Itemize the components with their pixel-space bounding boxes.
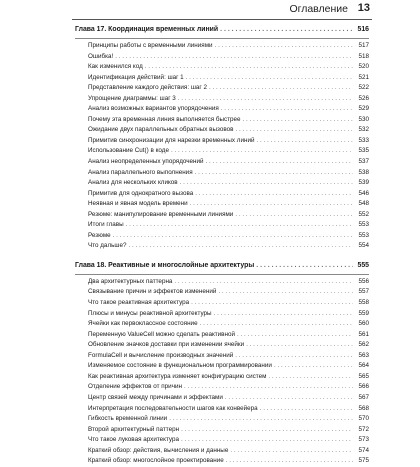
toc-entry[interactable] bbox=[75, 456, 369, 467]
toc-entry-title: Примитив для однократного вызова bbox=[88, 189, 194, 197]
toc-entry-title: Ошибка! bbox=[88, 52, 114, 60]
dot-leader bbox=[214, 309, 353, 320]
toc-entry-page-number: 535 bbox=[358, 147, 369, 155]
toc-entry-page-number: 553 bbox=[358, 231, 369, 239]
toc-entry[interactable] bbox=[75, 178, 369, 189]
dot-leader bbox=[186, 73, 353, 84]
toc-entry-page-number: 554 bbox=[358, 242, 369, 250]
toc-entry-page-number: 526 bbox=[358, 94, 369, 102]
dot-leader bbox=[174, 277, 353, 288]
dot-leader bbox=[206, 157, 353, 168]
toc-entry-title: Связывание причин и эффектов изменений bbox=[88, 288, 217, 296]
toc-entry-title: Анализ параллельного выполнения bbox=[88, 168, 193, 176]
toc-entry[interactable] bbox=[75, 231, 369, 242]
dot-leader bbox=[268, 372, 353, 383]
dot-leader bbox=[225, 393, 353, 404]
dot-leader bbox=[260, 404, 353, 415]
toc-entry[interactable] bbox=[75, 372, 369, 383]
toc-entry-page-number: 556 bbox=[358, 277, 369, 285]
toc-entry[interactable] bbox=[75, 241, 369, 252]
toc-entry[interactable] bbox=[75, 157, 369, 168]
toc-entry-page-number: 572 bbox=[358, 425, 369, 433]
toc-entry-page-number: 574 bbox=[358, 446, 369, 454]
toc-entry-title: Плюсы и минусы реактивной архитектуры bbox=[88, 309, 212, 317]
page-header bbox=[0, 0, 420, 22]
toc-entry-page-number: 522 bbox=[358, 84, 369, 92]
header-rule bbox=[72, 19, 372, 20]
toc-entry-title: Почему эта временная линия выполняется быстрее bbox=[88, 115, 241, 123]
table-of-contents bbox=[75, 24, 369, 467]
toc-entry-title: Переменную ValueCell можно сделать реактивной bbox=[88, 330, 236, 338]
toc-entry-title: Ожидание двух параллельных обратных вызовов bbox=[88, 126, 234, 134]
toc-entry-title: Представление каждого действия: шаг 2 bbox=[88, 84, 207, 92]
dot-leader bbox=[191, 298, 353, 309]
dot-leader bbox=[171, 146, 353, 157]
toc-entry-page-number: 539 bbox=[358, 179, 369, 187]
toc-entry[interactable] bbox=[75, 382, 369, 393]
toc-entry-page-number: 533 bbox=[358, 136, 369, 144]
dot-leader bbox=[215, 41, 353, 52]
toc-entry-title: Резюме: манипулирование временными линиями bbox=[88, 210, 234, 218]
toc-entry-title: Ячейки как первоклассное состояние bbox=[88, 320, 198, 328]
toc-entry[interactable] bbox=[75, 351, 369, 362]
toc-entry-page-number: 532 bbox=[358, 126, 369, 134]
toc-entry-title: Анализ неопределенных упорядочений bbox=[88, 158, 204, 166]
toc-entry[interactable] bbox=[75, 146, 369, 157]
dot-leader bbox=[221, 104, 353, 115]
running-head-title: Оглавление bbox=[289, 3, 348, 15]
toc-entry-page-number: 538 bbox=[358, 168, 369, 176]
toc-entry-title: Обновление значков доставки при изменении ячейки bbox=[88, 341, 245, 349]
dot-leader bbox=[181, 435, 353, 446]
toc-entry[interactable] bbox=[75, 52, 369, 63]
toc-entry[interactable] bbox=[75, 136, 369, 147]
toc-entry-page-number: 521 bbox=[358, 73, 369, 81]
toc-entry[interactable] bbox=[75, 446, 369, 457]
toc-entry[interactable] bbox=[75, 298, 369, 309]
toc-entry[interactable] bbox=[75, 277, 369, 288]
toc-entry-page-number: 565 bbox=[358, 372, 369, 380]
dot-leader bbox=[226, 456, 353, 467]
toc-entry-title: Что такое реактивная архитектура bbox=[88, 299, 190, 307]
toc-entry-page-number: 573 bbox=[358, 436, 369, 444]
toc-entry-page-number: 520 bbox=[358, 63, 369, 71]
toc-entry-title: Резюме bbox=[88, 231, 111, 239]
dot-leader bbox=[235, 210, 353, 221]
chapter-rule bbox=[75, 274, 369, 275]
chapter-heading[interactable] bbox=[75, 260, 369, 272]
toc-entry[interactable] bbox=[75, 104, 369, 115]
toc-entry-page-number: 558 bbox=[358, 299, 369, 307]
toc-entry[interactable] bbox=[75, 414, 369, 425]
dot-leader bbox=[235, 351, 353, 362]
toc-entry[interactable] bbox=[75, 425, 369, 436]
toc-entry-page-number: 552 bbox=[358, 210, 369, 218]
toc-entry-page-number: 517 bbox=[358, 42, 369, 49]
toc-entry[interactable] bbox=[75, 210, 369, 221]
toc-entry[interactable] bbox=[75, 125, 369, 136]
dot-leader bbox=[200, 319, 353, 330]
toc-entry[interactable] bbox=[75, 330, 369, 341]
toc-entry-page-number: 566 bbox=[358, 383, 369, 391]
toc-entry-title: Два архитектурных паттерна bbox=[88, 277, 173, 285]
toc-entry-title: Центр связей между причинами и эффектами bbox=[88, 393, 223, 401]
chapter-heading[interactable] bbox=[75, 24, 369, 36]
dot-leader bbox=[220, 24, 353, 36]
toc-entry[interactable] bbox=[75, 435, 369, 446]
toc-entry[interactable] bbox=[75, 309, 369, 320]
dot-leader bbox=[113, 231, 353, 242]
running-head-page-number: 13 bbox=[357, 2, 370, 14]
toc-entry-title: Итоги главы bbox=[88, 221, 124, 229]
toc-entry[interactable] bbox=[75, 189, 369, 200]
toc-entry[interactable] bbox=[75, 168, 369, 179]
toc-entry-title: FormulaCell и вычисление производных значений bbox=[88, 351, 234, 359]
toc-entry-page-number: 567 bbox=[358, 393, 369, 401]
toc-entry[interactable] bbox=[75, 115, 369, 126]
toc-entry-page-number: 518 bbox=[358, 52, 369, 60]
toc-entry-title: Что такое луковая архитектура bbox=[88, 436, 180, 444]
toc-entry-title: Идентификация действий: шаг 1 bbox=[88, 73, 184, 81]
toc-entry[interactable] bbox=[75, 73, 369, 84]
toc-entry[interactable] bbox=[75, 404, 369, 415]
toc-entry-page-number: 537 bbox=[358, 158, 369, 166]
dot-leader bbox=[218, 287, 353, 298]
dot-leader bbox=[256, 136, 353, 147]
dot-leader bbox=[195, 189, 353, 200]
toc-entry-title: Как реактивная архитектура изменяет конфигурацию систем bbox=[88, 372, 267, 380]
dot-leader bbox=[256, 260, 353, 272]
toc-entry-page-number: 530 bbox=[358, 115, 369, 123]
dot-leader bbox=[184, 382, 353, 393]
chapter-page-number: 516 bbox=[357, 26, 369, 33]
toc-entry[interactable] bbox=[75, 94, 369, 105]
toc-entry-title: Анализ возможных вариантов упорядочения bbox=[88, 105, 219, 113]
toc-entry-title: Анализ для нескольких кликов bbox=[88, 179, 178, 187]
dot-leader bbox=[145, 62, 353, 73]
chapter-block bbox=[75, 24, 369, 252]
toc-entry-page-number: 553 bbox=[358, 221, 369, 229]
toc-entry-page-number: 575 bbox=[358, 457, 369, 465]
toc-entry-page-number: 548 bbox=[358, 200, 369, 208]
dot-leader bbox=[274, 361, 353, 372]
toc-entry-title: Использование Cut() в коде bbox=[88, 147, 169, 155]
toc-entry[interactable] bbox=[75, 83, 369, 94]
toc-entry-title: Краткий обзор: многослойное проектирование bbox=[88, 457, 224, 465]
toc-entry-page-number: 570 bbox=[358, 415, 369, 423]
toc-entry[interactable] bbox=[75, 287, 369, 298]
dot-leader bbox=[237, 330, 353, 341]
chapter-title: Глава 18. Реактивные и многослойные архитектуры bbox=[75, 261, 255, 269]
toc-entry[interactable] bbox=[75, 340, 369, 351]
toc-entry-title: Изменяемое состояние в функциональном программировании bbox=[88, 362, 272, 370]
dot-leader bbox=[235, 125, 353, 136]
chapter-page-number: 555 bbox=[357, 261, 369, 269]
toc-entry-title: Принципы работы с временными линиями bbox=[88, 42, 213, 49]
dot-leader bbox=[230, 446, 353, 457]
dot-leader bbox=[180, 178, 353, 189]
dot-leader bbox=[190, 199, 353, 210]
toc-entry-page-number: 562 bbox=[358, 341, 369, 349]
toc-entry[interactable] bbox=[75, 62, 369, 73]
toc-entry-title: Интерпретация последовательности шагов как конвейера bbox=[88, 404, 258, 412]
toc-entry[interactable] bbox=[75, 319, 369, 330]
toc-entry-title: Упрощение диаграммы: шаг 3 bbox=[88, 94, 176, 102]
dot-leader bbox=[128, 241, 353, 252]
dot-leader bbox=[169, 414, 353, 425]
dot-leader bbox=[195, 168, 353, 179]
toc-entry-page-number: 546 bbox=[358, 189, 369, 197]
chapter-title: Глава 17. Координация временных линий bbox=[75, 26, 219, 33]
toc-entry-page-number: 529 bbox=[358, 105, 369, 113]
toc-entry[interactable] bbox=[75, 199, 369, 210]
dot-leader bbox=[209, 83, 353, 94]
toc-entry[interactable] bbox=[75, 361, 369, 372]
toc-entry-page-number: 568 bbox=[358, 404, 369, 412]
toc-entry-title: Примитив синхронизации для нарезки временных линий bbox=[88, 136, 255, 144]
toc-entry[interactable] bbox=[75, 220, 369, 231]
toc-entry-title: Как изменился код bbox=[88, 63, 143, 71]
dot-leader bbox=[243, 115, 353, 126]
toc-entry-page-number: 560 bbox=[358, 320, 369, 328]
toc-entry-page-number: 557 bbox=[358, 288, 369, 296]
chapter-block bbox=[75, 260, 369, 467]
toc-entry-page-number: 559 bbox=[358, 309, 369, 317]
toc-entry-page-number: 564 bbox=[358, 362, 369, 370]
dot-leader bbox=[115, 52, 353, 63]
toc-entry-title: Отделение эффектов от причин bbox=[88, 383, 182, 391]
dot-leader bbox=[178, 94, 353, 105]
toc-entry-page-number: 561 bbox=[358, 330, 369, 338]
dot-leader bbox=[246, 340, 353, 351]
toc-entry-title: Гибкость временной линии bbox=[88, 415, 168, 423]
toc-entry-page-number: 563 bbox=[358, 351, 369, 359]
toc-entry-title: Что дальше? bbox=[88, 242, 127, 250]
toc-entry[interactable] bbox=[75, 41, 369, 52]
chapter-rule bbox=[75, 38, 369, 39]
toc-entry[interactable] bbox=[75, 393, 369, 404]
toc-entry-title: Второй архитектурный паттерн bbox=[88, 425, 180, 433]
toc-entry-title: Краткий обзор: действия, вычисления и данные bbox=[88, 446, 229, 454]
dot-leader bbox=[181, 425, 353, 436]
dot-leader bbox=[126, 220, 353, 231]
toc-entry-title: Неявная и явная модель времени bbox=[88, 200, 188, 208]
